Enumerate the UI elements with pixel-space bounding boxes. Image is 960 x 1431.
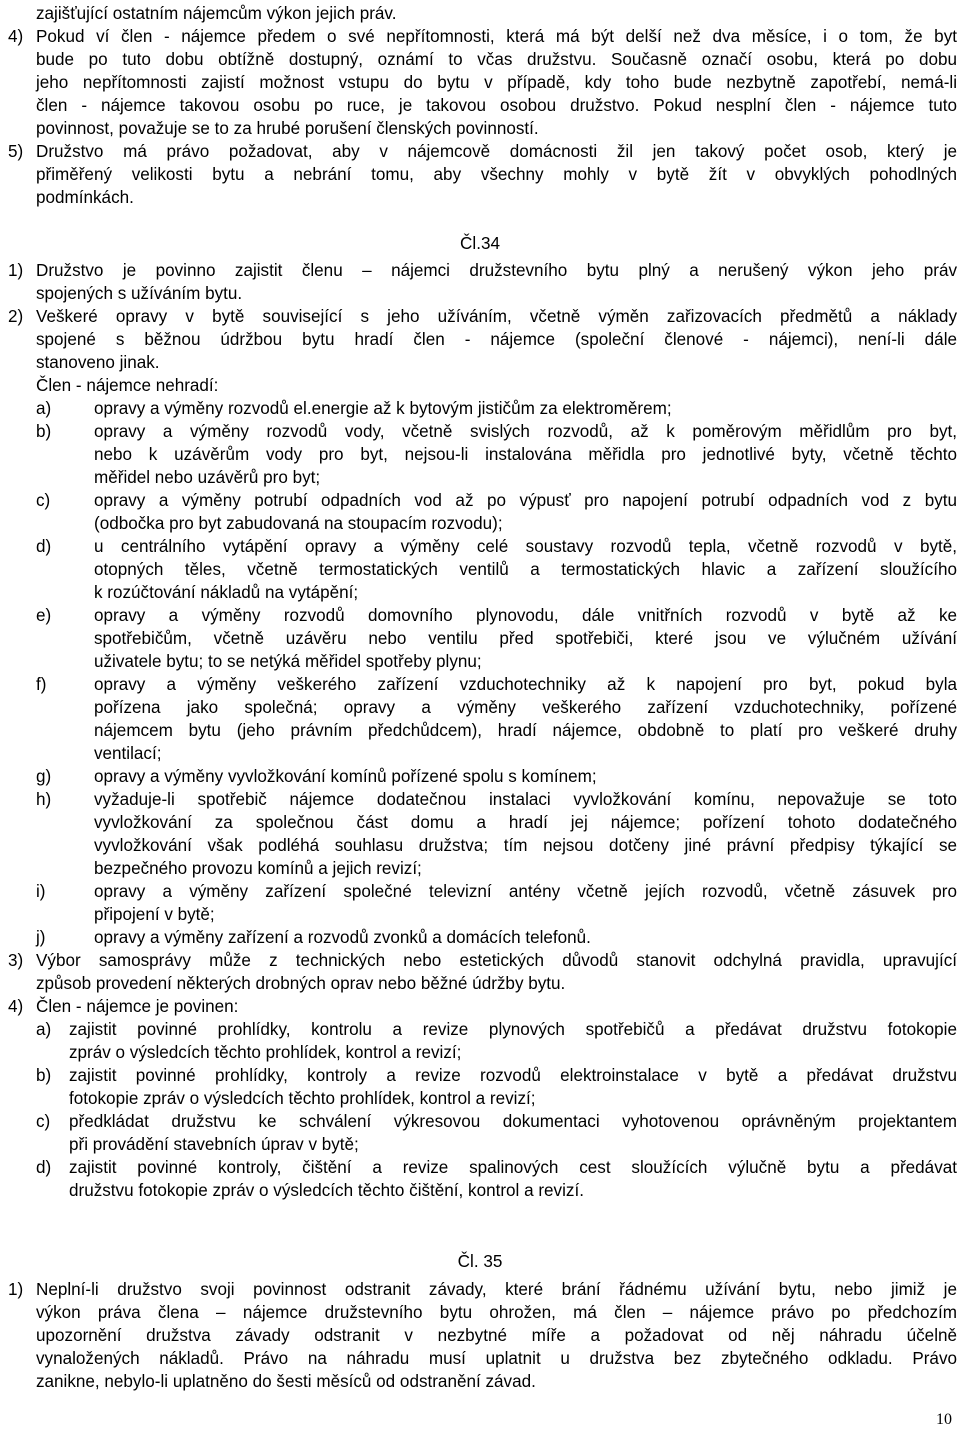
text-line: zajišťující ostatním nájemcům výkon jejich práv. bbox=[36, 4, 397, 23]
text-line: uživatele bytu; to se netýká měřidel spotřeby plynu; bbox=[94, 652, 482, 671]
text-line: vynaložených nákladů. Právo na náhradu musí uplatnit u družstva bez zbytečného odkladu. Právo bbox=[36, 1349, 957, 1368]
text-line: Neplní-li družstvo svoji povinnost odstranit závady, které brání řádnému užívání bytu, nebo jimiž je bbox=[36, 1280, 957, 1299]
text-line: člen - nájemce takovou osobu po ruce, je takovou osobou družstvo. Pokud nesplní člen - nájemce tuto bbox=[36, 96, 957, 115]
item-letter: g) bbox=[36, 767, 52, 786]
text-line: (odbočka pro byt zabudovaná na stoupacím rozvodu); bbox=[94, 514, 503, 533]
text-line: opravy a výměny vyvložkování komínů pořízené spolu s komínem; bbox=[94, 767, 597, 786]
text-line: podmínkách. bbox=[36, 188, 134, 207]
text-line: opravy a výměny rozvodů domovního plynovodu, dále vnitřních rozvodů v bytě až ke bbox=[94, 606, 957, 625]
item-letter: c) bbox=[36, 491, 51, 510]
text-line: Pokud ví člen - nájemce předem o své nepřítomnosti, která má být delší než dva měsíce, i o tom, že byt bbox=[36, 27, 957, 46]
item-number: 2) bbox=[8, 307, 24, 326]
item-letter: a) bbox=[36, 399, 52, 418]
item-letter: e) bbox=[36, 606, 52, 625]
item-letter: d) bbox=[36, 1158, 52, 1177]
item-letter: b) bbox=[36, 422, 52, 441]
text-line: ventilací; bbox=[94, 744, 162, 763]
text-line: Člen - nájemce nehradí: bbox=[36, 376, 219, 395]
text-line: opravy a výměny zařízení společné televizní antény včetně jejích rozvodů, včetně zásuvek pro bbox=[94, 882, 957, 901]
text-line: opravy a výměny potrubí odpadních vod až po výpusť pro napojení potrubí odpadních vod z bytu bbox=[94, 491, 957, 510]
text-line: opravy a výměny zařízení a rozvodů zvonků a domácích telefonů. bbox=[94, 928, 591, 947]
text-line: přiměřený velikosti bytu a nebrání tomu, aby všechny mohly v bytě žít v obvyklých pohodlných bbox=[36, 165, 957, 184]
text-line: stanoveno jinak. bbox=[36, 353, 160, 372]
item-letter: b) bbox=[36, 1066, 52, 1085]
text-line: povinnost, považuje se to za hrubé porušení členských povinností. bbox=[36, 119, 539, 138]
article-heading: Čl. 35 bbox=[457, 1252, 503, 1271]
text-line: vyvložkování však podléhá souhlasu družstva; tím nejsou dotčeny jiné právní předpisy týkající se bbox=[94, 836, 957, 855]
item-number: 1) bbox=[8, 1280, 24, 1299]
text-line: k rozúčtování nákladů na vytápění; bbox=[94, 583, 359, 602]
text-line: zajistit povinné prohlídky, kontroly a revize rozvodů elektroinstalace v bytě a předávat družstvu bbox=[69, 1066, 957, 1085]
item-number: 5) bbox=[8, 142, 24, 161]
item-number: 4) bbox=[8, 997, 24, 1016]
text-line: fotokopie zpráv o výsledcích těchto prohlídek, kontrol a revizí; bbox=[69, 1089, 536, 1108]
text-line: způsob provedení některých drobných oprav nebo běžné údržby bytu. bbox=[36, 974, 566, 993]
text-line: vyžaduje-li spotřebič nájemce dodatečnou instalaci vyvložkování komínu, nepovažuje se toto bbox=[94, 790, 957, 809]
item-number: 4) bbox=[8, 27, 24, 46]
text-line: opravy a výměny veškerého zařízení vzduchotechniky až k napojení pro byt, pokud byla bbox=[94, 675, 957, 694]
text-line: upozornění družstva závady odstranit v nezbytné míře a požadovat od něj náhradu účelně bbox=[36, 1326, 957, 1345]
item-letter: i) bbox=[36, 882, 46, 901]
text-line: u centrálního vytápění opravy a výměny celé soustavy rozvodů tepla, včetně rozvodů v bytě, bbox=[94, 537, 957, 556]
text-line: družstvu fotokopie zpráv o výsledcích těchto čištění, kontrol a revizí. bbox=[69, 1181, 584, 1200]
text-line: Veškeré opravy v bytě související s jeho užíváním, včetně výměn zařizovacích předmětů a náklady bbox=[36, 307, 957, 326]
item-letter: h) bbox=[36, 790, 52, 809]
item-number: 1) bbox=[8, 261, 24, 280]
text-line: nájemcem bytu (jeho právním předchůdcem), hradí nájemce, obdobně to platí pro veškeré druhy bbox=[94, 721, 957, 740]
text-line: spotřebičům, včetně uzávěru nebo ventilu před spotřebiči, které jsou ve výlučném užívání bbox=[94, 629, 957, 648]
item-letter: a) bbox=[36, 1020, 52, 1039]
text-line: spojených s užíváním bytu. bbox=[36, 284, 243, 303]
text-line: zpráv o výsledcích těchto prohlídek, kontrol a revizí; bbox=[69, 1043, 462, 1062]
item-letter: c) bbox=[36, 1112, 51, 1131]
text-line: zajistit povinné kontroly, čištění a revize spalinových cest sloužících výlučně bytu a předávat bbox=[69, 1158, 957, 1177]
text-line: vyvložkování za společnou část domu a hradí jej nájemce; pořízení tohoto dodatečného bbox=[94, 813, 957, 832]
text-line: Člen - nájemce je povinen: bbox=[36, 997, 239, 1016]
text-line: výkon práva člena – nájemce družstevního bytu ohrožen, má člen – nájemce právo po předchozím bbox=[36, 1303, 957, 1322]
text-line: Výbor samosprávy může z technických nebo estetických důvodů stanovit odchylná pravidla, upravující bbox=[36, 951, 957, 970]
text-line: Družstvo je povinno zajistit členu – nájemci družstevního bytu plný a nerušený výkon jeho práv bbox=[36, 261, 957, 280]
text-line: opravy a výměny rozvodů vody, včetně svislých rozvodů, až k poměrovým měřidlům pro byt, bbox=[94, 422, 957, 441]
text-line: připojení v bytě; bbox=[94, 905, 215, 924]
text-line: bude po tuto dobu obtížně dostupný, oznámí to včas družstvu. Současně označí osobu, která po dobu bbox=[36, 50, 957, 69]
text-line: otopných těles, včetně termostatických ventilů a termostatických hlavic a zařízení sloužícího bbox=[94, 560, 957, 579]
page-number: 10 bbox=[936, 1411, 952, 1428]
article-heading: Čl.34 bbox=[460, 234, 500, 253]
item-letter: f) bbox=[36, 675, 47, 694]
item-letter: j) bbox=[36, 928, 46, 947]
text-line: předkládat družstvu ke schválení výkresovou dokumentaci vyhotovenou oprávněným projektantem bbox=[69, 1112, 957, 1131]
text-line: nebo k uzávěrům vody pro byt, nejsou-li instalována měřidla pro jednotlivé byty, včetně těchto bbox=[94, 445, 957, 464]
text-line: zanikne, nebylo-li uplatněno do šesti měsíců od odstranění závad. bbox=[36, 1372, 536, 1391]
text-line: bezpečného provozu komínů a jejich revizí; bbox=[94, 859, 422, 878]
item-number: 3) bbox=[8, 951, 24, 970]
text-line: jeho nepřítomnosti zajistí možnost vstupu do bytu v případě, kdy toho bude nezbytně zapotřebí, nemá-li bbox=[36, 73, 957, 92]
text-line: při provádění stavebních úprav v bytě; bbox=[69, 1135, 359, 1154]
text-line: Družstvo má právo požadovat, aby v nájemcově domácnosti žil jen takový počet osob, který je bbox=[36, 142, 957, 161]
text-line: opravy a výměny rozvodů el.energie až k bytovým jističům za elektroměrem; bbox=[94, 399, 672, 418]
text-line: zajistit povinné prohlídky, kontrolu a revize plynových spotřebičů a předávat družstvu fotokopie bbox=[69, 1020, 957, 1039]
text-line: měřidel nebo uzávěrů pro byt; bbox=[94, 468, 321, 487]
text-line: spojené s běžnou údržbou bytu hradí člen - nájemce (společní členové - nájemci), není-li dále bbox=[36, 330, 957, 349]
text-line: pořízena jako společná; opravy a výměny veškerého zařízení vzduchotechniky, pořízené bbox=[94, 698, 957, 717]
item-letter: d) bbox=[36, 537, 52, 556]
